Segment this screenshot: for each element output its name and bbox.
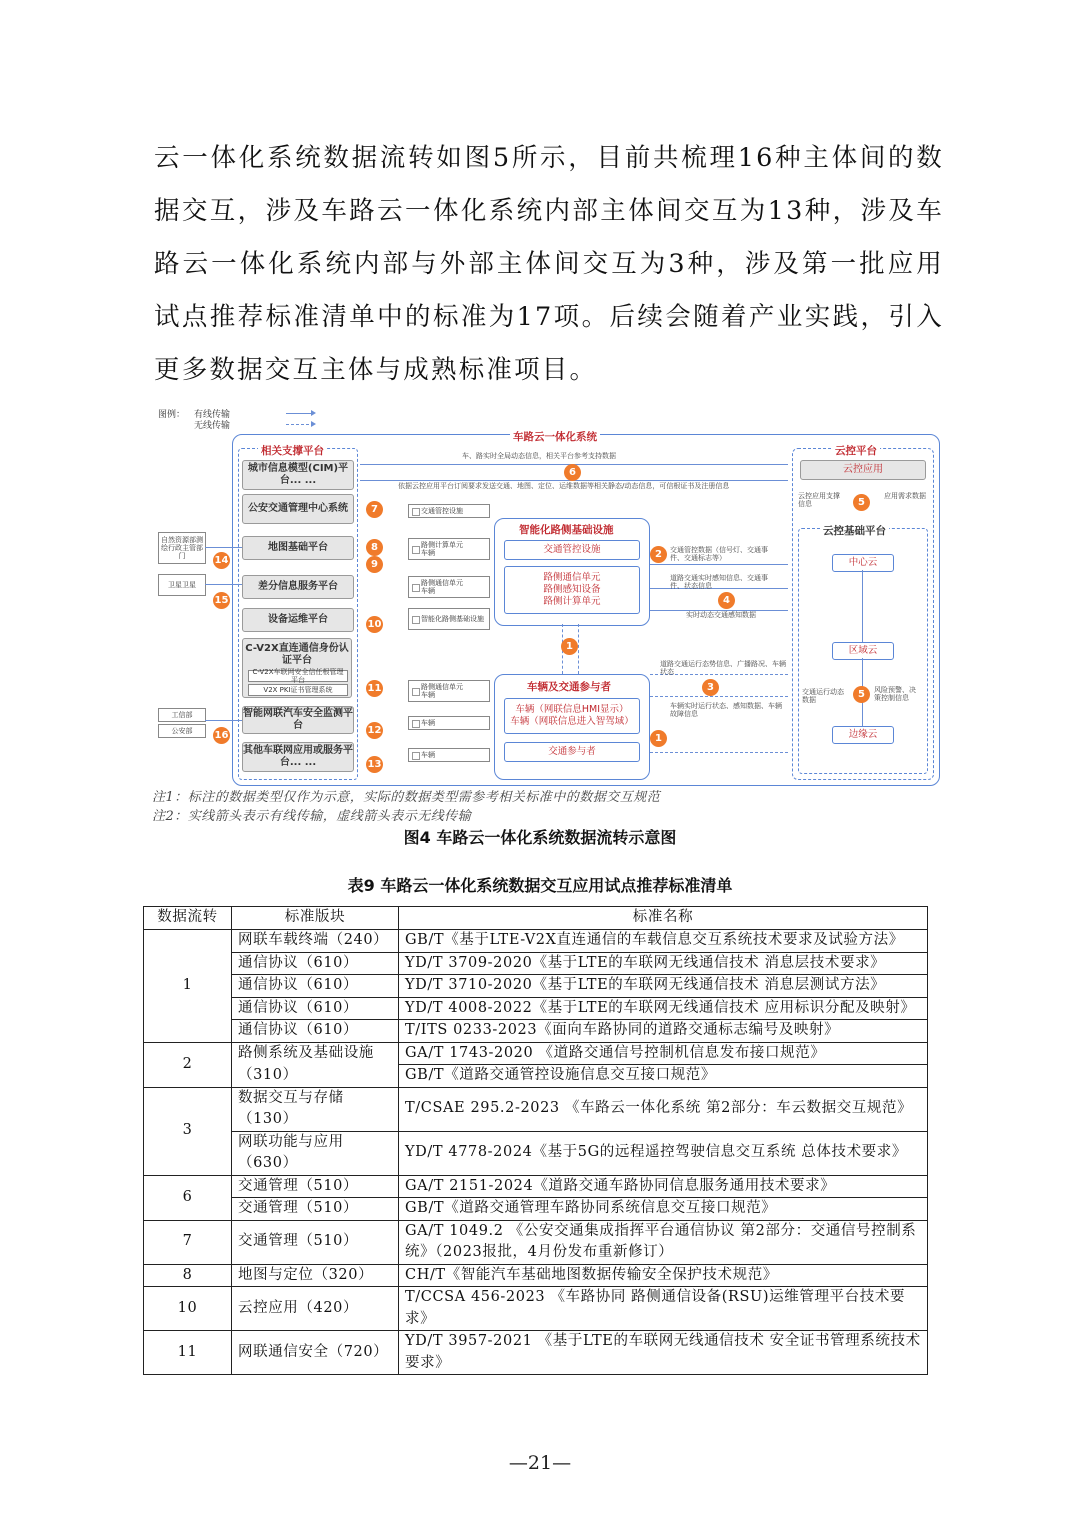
- support-item-other: 其他车联网应用或服务平台... ...: [242, 742, 354, 772]
- flow-circle-15: 15: [213, 592, 230, 609]
- small-box-vehicle-2: 车辆: [408, 748, 490, 762]
- flow-circle-4: 4: [718, 592, 735, 609]
- flow-circle-2: 2: [650, 546, 667, 563]
- legend-wired-arrow-icon: [286, 413, 314, 414]
- flow-circle-1a: 1: [561, 638, 578, 655]
- cell-name: GA/T 1049.2 《公安交通集成指挥平台通信协议 第2部分：交通信号控制系统》（2023报批，4月份发布重新修订）: [399, 1220, 928, 1264]
- cell-section: 交通管理（510）: [232, 1198, 399, 1221]
- table-row: [144, 1198, 928, 1221]
- cell-name: GB/T《基于LTE-V2X直连通信的车载信息交互系统技术要求及试验方法》: [399, 930, 928, 953]
- arrow-1b: [650, 752, 788, 753]
- flow-circle-10: 10: [366, 616, 383, 633]
- header-section: 标准版块: [232, 907, 399, 930]
- traffic-participant: 交通参与者: [504, 742, 640, 762]
- cell-name: GA/T 2151-2024《道路交通车路协同信息服务通用技术要求》: [399, 1175, 928, 1198]
- small-box-roadside-comm: 路侧通信单元 车辆: [408, 576, 490, 598]
- cell-section: 云控应用（420）: [232, 1287, 399, 1331]
- right-label-perception: 道路交通实时感知信息、交通事件、状态信息: [670, 574, 768, 590]
- cell-name: [399, 1042, 928, 1087]
- cloud-arrow-1: [862, 570, 863, 642]
- roadside-units: 路侧通信单元 路侧感知设备 路侧计算单元: [504, 566, 640, 614]
- cell-section: 地图与定位（320）: [232, 1264, 399, 1287]
- flow-circle-16: 16: [213, 727, 230, 744]
- table-row: [144, 1087, 928, 1131]
- header-name: 标准名称: [399, 907, 928, 930]
- cloud-region: 区域云: [832, 642, 894, 660]
- support-item-cim: 城市信息模型(CIM)平台... ...: [242, 460, 354, 490]
- table-header-row: [144, 907, 928, 930]
- table-row: [144, 952, 928, 975]
- flow-circle-3: 3: [702, 679, 719, 696]
- cv2x-sub-root: C-V2X车联网安全信任根管理平台: [248, 670, 348, 682]
- cloud-label-demand: 应用需求数据: [884, 492, 926, 500]
- cell-section: 通信协议（610）: [232, 975, 399, 998]
- external-natural-resources: 自然资源部测绘行政主管部门: [158, 532, 206, 564]
- figure-caption: 图4 车路云一体化系统数据流转示意图: [403, 828, 677, 847]
- data-flow-figure: [150, 402, 942, 794]
- table-row: [144, 1220, 928, 1264]
- table-row: [144, 1175, 928, 1198]
- cloud-label-dynamic: 交通运行动态数据: [802, 688, 844, 704]
- figure-note-2: 注2：实线箭头表示有线传输，虚线箭头表示无线传输: [152, 809, 472, 824]
- support-item-map: 地图基础平台: [242, 536, 354, 560]
- small-box-vehicle-1: 车辆: [408, 716, 490, 730]
- cell-flow: 8: [144, 1264, 232, 1287]
- cell-flow: 10: [144, 1287, 232, 1331]
- flow-circle-8: 8: [366, 539, 383, 556]
- support-item-cv2x-auth: C-V2X直连通信身份认证平台: [242, 638, 352, 698]
- arrow-1-vertical-b: [578, 624, 579, 674]
- cell-section: 通信协议（610）: [232, 1020, 399, 1043]
- cloud-label-risk: 风险预警、决策控制信息: [874, 686, 916, 702]
- legend-wireless-arrow-icon: [286, 424, 314, 425]
- flow-circle-12: 12: [366, 722, 383, 739]
- cell-flow: 2: [144, 1042, 232, 1087]
- flow-circle-5b: 5: [853, 686, 870, 703]
- support-platform-title: 相关支撑平台: [258, 443, 327, 458]
- cell-name-line: GB/T《道路交通管控设施信息交互接口规范》: [399, 1064, 927, 1087]
- flow-circle-5a: 5: [853, 494, 870, 511]
- cell-flow: 3: [144, 1087, 232, 1175]
- external-miit: 工信部: [158, 708, 206, 722]
- cell-name-line: GA/T 1743-2020 《道路交通信号控制机信息发布接口规范》: [405, 1044, 826, 1061]
- top-label-1: 车、路实时全局动态信息，相关平台参考支持数据: [462, 452, 616, 460]
- cell-name: YD/T 4008-2022《基于LTE的车联网无线通信技术 应用标识分配及映射》: [399, 997, 928, 1020]
- flow-circle-14: 14: [213, 552, 230, 569]
- external-mps: 公安部: [158, 724, 206, 738]
- standards-table: [143, 906, 928, 1375]
- support-item-traffic-police: 公安交通管理中心系统: [242, 494, 354, 524]
- header-flow: 数据流转: [144, 907, 232, 930]
- support-item-differential: 差分信息服务平台: [242, 575, 354, 599]
- cell-section: 网联通信安全（720）: [232, 1331, 399, 1375]
- right-label-traffic-state: 道路交通运行态势信息、广播路况、车辆状态: [660, 660, 786, 676]
- cell-section: 网联车载终端（240）: [232, 930, 399, 953]
- cloud-center: 中心云: [832, 554, 894, 572]
- cv2x-sub-pki: V2X PKI证书管理系统: [248, 684, 348, 696]
- table-caption: 表9 车路云一体化系统数据交互应用试点推荐标准清单: [347, 876, 733, 895]
- roadside-traffic-control: 交通管控设施: [504, 540, 640, 560]
- flow-circle-13: 13: [366, 756, 383, 773]
- small-box-signal: 交通管控设施: [408, 504, 490, 518]
- cell-name: YD/T 3709-2020《基于LTE的车联网无线通信技术 消息层技术要求》: [399, 952, 928, 975]
- cell-flow: 11: [144, 1331, 232, 1375]
- cell-name: CH/T《智能汽车基础地图数据传输安全保护技术规范》: [399, 1264, 928, 1287]
- arrow-15: [205, 584, 242, 585]
- cell-section: 数据交互与存储（130）: [232, 1087, 399, 1131]
- cloud-label-support: 云控应用支撑信息: [798, 492, 840, 508]
- legend-wired-label: 有线传输: [194, 410, 231, 420]
- table-row: [144, 1020, 928, 1043]
- vehicle-hmi: 车辆（网联信息HMI显示） 车辆（网联信息进入智驾域）: [504, 698, 640, 734]
- table-row: [144, 1264, 928, 1287]
- table-row: [144, 930, 928, 953]
- flow-circle-1b: 1: [650, 730, 667, 747]
- cell-section: 网联功能与应用（630）: [232, 1131, 399, 1175]
- cell-section: 路侧系统及基础设施（310）: [232, 1042, 399, 1087]
- flow-circle-9: 9: [366, 556, 383, 573]
- legend-wireless-label: 无线传输: [194, 421, 231, 431]
- cell-name: T/CSAE 295.2-2023 《车路云一体化系统 第2部分：车云数据交互规范》: [399, 1087, 928, 1131]
- cell-flow: 6: [144, 1175, 232, 1220]
- right-label-vehicle-state: 车辆实时运行状态、感知数据、车辆故障信息: [670, 702, 782, 718]
- cell-name: YD/T 3710-2020《基于LTE的车联网无线通信技术 消息层测试方法》: [399, 975, 928, 998]
- vehicle-title: 车辆及交通参与者: [527, 681, 611, 693]
- body-paragraph: 云一体化系统数据流转如图5所示，目前共梳理16种主体间的数据交互，涉及车路云一体化系统内部主体间交互为13种，涉及车路云一体化系统内部与外部主体间交互为3种，涉及第一批应用试点推荐标准清单中的标准为17项。后续会随着产业实践，引入更多数据交互主体与成熟标准项目。: [154, 143, 944, 385]
- flow-circle-11: 11: [366, 680, 383, 697]
- flow-circle-7: 7: [366, 501, 383, 518]
- table-row: [144, 1042, 928, 1087]
- top-label-2: 依据云控应用平台订阅要求发送交通、地图、定位、运维数据等相关静态/动态信息，可信根证书及注册信息: [398, 482, 730, 490]
- table-row: [144, 997, 928, 1020]
- small-box-rsu-vehicle: 路侧通信单元 车辆: [408, 680, 490, 702]
- flow-circle-6: 6: [564, 464, 581, 481]
- cell-name: YD/T 3957-2021 《基于LTE的车联网无线通信技术 安全证书管理系统技术要求》: [399, 1331, 928, 1375]
- table-row: [144, 1287, 928, 1331]
- cloud-app: 云控应用: [800, 460, 926, 480]
- main-system-title: 车路云一体化系统: [510, 429, 600, 444]
- support-item-safety-monitor: 智能网联汽车安全监测平台: [242, 706, 354, 734]
- cloud-base-title: 云控基础平台: [820, 523, 889, 538]
- arrow-14: [205, 547, 242, 548]
- table-row: [144, 1131, 928, 1175]
- small-box-roadside-compute: 路侧计算单元 车辆: [408, 538, 490, 560]
- right-label-signal: 交通管控数据（信号灯、交通事件、交通标志等）: [670, 546, 768, 562]
- cell-section: 通信协议（610）: [232, 952, 399, 975]
- cell-flow: 7: [144, 1220, 232, 1264]
- page-number: —21—: [508, 1452, 572, 1474]
- small-box-roadside-infra: 智能化路侧基础设施: [408, 608, 490, 630]
- table-row: [144, 1331, 928, 1375]
- arrow-2: [650, 564, 788, 565]
- arrow-3b: [650, 696, 788, 697]
- cloud-platform-title: 云控平台: [832, 443, 880, 458]
- cell-name: T/CCSA 456-2023 《车路协同 路侧通信设备(RSU)运维管理平台技术要求》: [399, 1287, 928, 1331]
- external-satellite: 卫星卫星: [158, 574, 206, 596]
- legend-title: 图例：: [158, 410, 186, 420]
- cell-section: 交通管理（510）: [232, 1220, 399, 1264]
- figure-note-1: 注1：标注的数据类型仅作为示意，实际的数据类型需参考相关标准中的数据交互规范: [152, 790, 661, 805]
- roadside-infra-title: 智能化路侧基础设施: [519, 524, 614, 536]
- cell-name: GB/T《道路交通管理车路协同系统信息交互接口规范》: [399, 1198, 928, 1221]
- cell-section: 通信协议（610）: [232, 997, 399, 1020]
- cell-section: 交通管理（510）: [232, 1175, 399, 1198]
- cloud-edge: 边缘云: [832, 726, 894, 744]
- support-item-maintenance: 设备运维平台: [242, 608, 354, 632]
- arrow-16: [205, 720, 242, 721]
- cell-name: T/ITS 0233-2023《面向车路协同的道路交通标志编号及映射》: [399, 1020, 928, 1043]
- right-label-dynamic: 实时动态交通感知数据: [686, 611, 756, 619]
- table-row: [144, 975, 928, 998]
- cell-name: YD/T 4778-2024《基于5G的远程遥控驾驶信息交互系统 总体技术要求》: [399, 1131, 928, 1175]
- cell-flow: 1: [144, 930, 232, 1043]
